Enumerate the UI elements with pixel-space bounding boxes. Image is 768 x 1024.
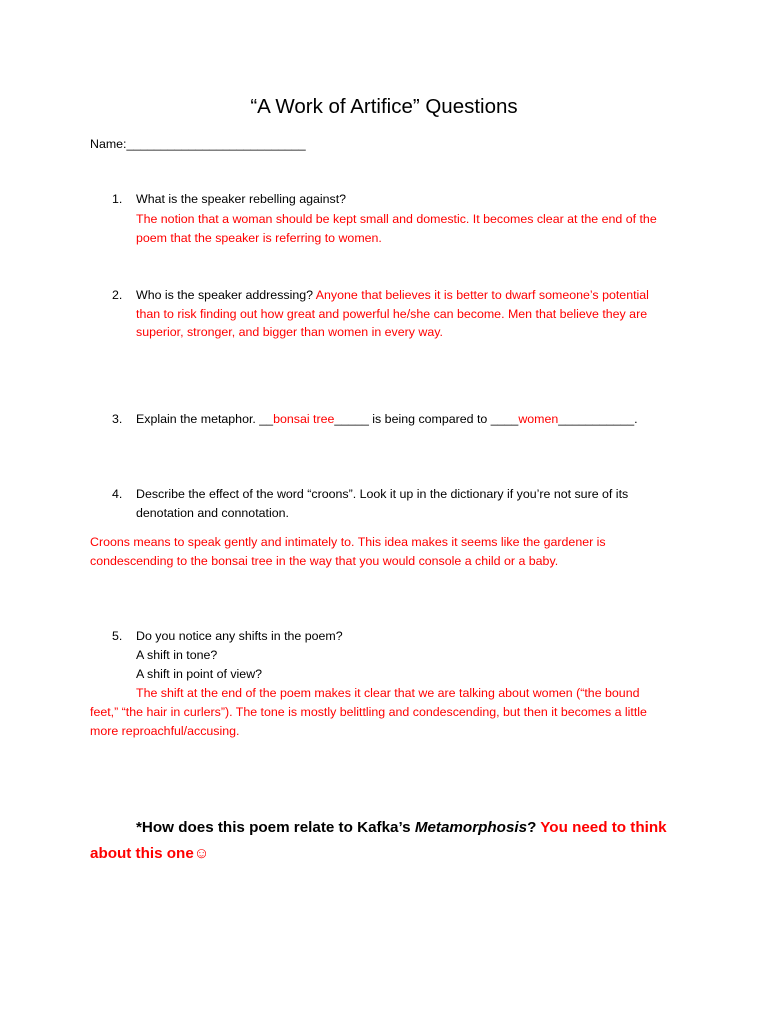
question-3-text-a: Explain the metaphor. __ (136, 412, 274, 426)
final-answer-line-2 (90, 842, 209, 866)
question-3-text-b: _____ is being compared to ____ (334, 412, 519, 426)
final-question-mark: ? (527, 819, 537, 836)
answer-5-line-3: more reproachful/accusing. (90, 724, 240, 738)
answer-4-line-1: Croons means to speak gently and intimately to. This idea makes it seems like the gardener is (90, 535, 606, 549)
answer-1-line-1: The notion that a woman should be kept small and domestic. It becomes clear at the end of the (136, 212, 657, 226)
question-3-line (136, 410, 638, 429)
answer-2-line-3: superior, stronger, and bigger than women in every way. (136, 325, 443, 339)
question-5-line-3: A shift in point of view? (136, 667, 263, 681)
question-3-text-c: ___________. (558, 412, 638, 426)
question-2-text: Who is the speaker addressing? (136, 288, 314, 302)
final-answer-text: about this one (90, 845, 194, 862)
question-4-number: 4. (112, 487, 123, 501)
page-title: “A Work of Artifice” Questions (250, 95, 518, 118)
answer-5-line-2: feet,” “the hair in curlers”). The tone is mostly belittling and condescending, but then it becomes a little (90, 705, 647, 719)
final-question-italic-title: Metamorphosis (414, 819, 528, 836)
final-question-text: *How does this poem relate to Kafka’s (136, 819, 411, 836)
question-3-number: 3. (112, 412, 123, 426)
question-2-number: 2. (112, 288, 123, 302)
question-5-line-1: Do you notice any shifts in the poem? (136, 629, 343, 643)
answer-2-line-1: Anyone that believes it is better to dwarf someone’s potential (315, 288, 649, 302)
answer-3-blank-2: women (518, 412, 559, 426)
question-1-text: What is the speaker rebelling against? (136, 192, 347, 206)
answer-3-blank-1: bonsai tree (273, 412, 335, 426)
answer-1-line-2: poem that the speaker is referring to women. (136, 231, 382, 245)
final-question-line-1 (136, 816, 667, 840)
final-answer-line-1: You need to think (540, 819, 667, 836)
answer-2-line-2: than to risk finding out how great and powerful he/she can become. Men that believe they are (136, 307, 648, 321)
question-5-number: 5. (112, 629, 123, 643)
smiley-face-icon: ☺ (193, 845, 210, 862)
question-4-line-2: denotation and connotation. (136, 506, 289, 520)
question-5-line-2: A shift in tone? (136, 648, 218, 662)
question-4-line-1: Describe the effect of the word “croons”. Look it up in the dictionary if you’re not sure of its (136, 487, 629, 501)
question-1-number: 1. (112, 192, 123, 206)
answer-5-line-1: The shift at the end of the poem makes it clear that we are talking about women (“the bound (136, 686, 640, 700)
name-field-line: Name:__________________________ (90, 137, 306, 151)
question-2-line-1 (136, 286, 649, 305)
answer-4-line-2: condescending to the bonsai tree in the way that you would console a child or a baby. (90, 554, 559, 568)
